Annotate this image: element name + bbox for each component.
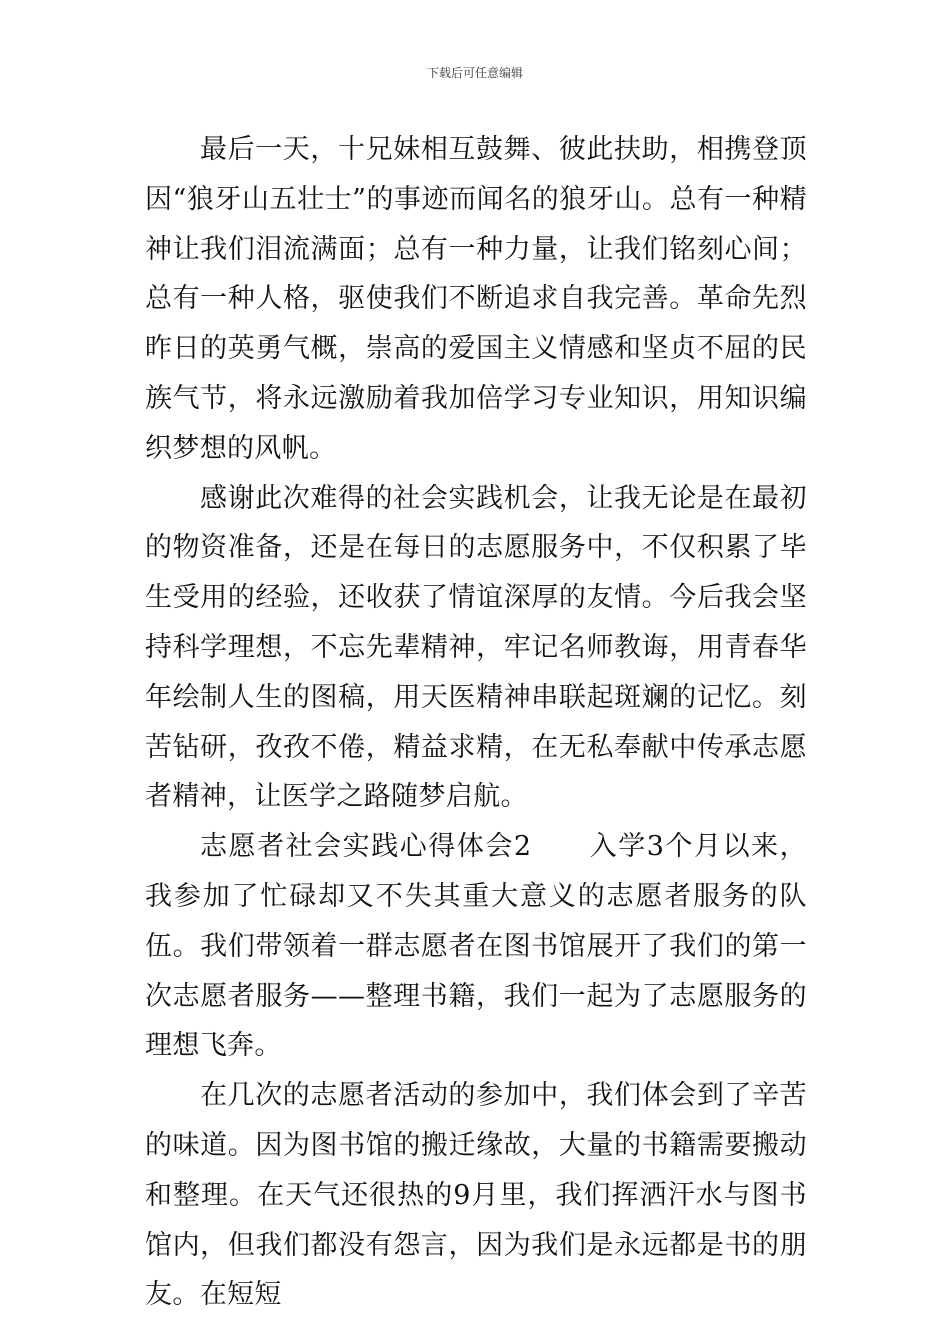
paragraph-langya-mountain: 最后一天，十兄妹相互鼓舞、彼此扶助，相携登顶因“狼牙山五壮士”的事迹而闻名的狼牙山。总有一种精神让我们泪流满面；总有一种力量，让我们铭刻心间；总有一种人格，驱使我们不断追求自我完善。革命先烈昨日的英勇气概，崇高的爱国主义情感和坚贞不屈的民族气节，将永远激励着我加倍学习专业知识，用知识编织梦想的风帆。	[145, 134, 807, 464]
paragraph-gratitude: 感谢此次难得的社会实践机会，让我无论是在最初的物资准备，还是在每日的志愿服务中，不仅积累了毕生受用的经验，还收获了情谊深厚的友情。今后我会坚持科学理想，不忘先辈精神，牢记名师教诲，用青春华年绘制人生的图稿，用天医精神串联起斑斓的记忆。刻苦钻研，孜孜不倦，精益求精，在无私奉献中传承志愿者精神，让医学之路随梦启航。	[145, 482, 807, 813]
page-header: 下载后可任意编辑	[426, 66, 523, 80]
document-body	[145, 125, 807, 1320]
paragraph-library-work: 在几次的志愿者活动的参加中，我们体会到了辛苦的味道。因为图书馆的搬迁缘故，大量的书籍需要搬动和整理。在天气还很热的9月里，我们挥洒汗水与图书馆内，但我们都没有怨言，因为我们是永远都是书的朋友。在短短	[145, 1080, 807, 1311]
paragraph-essay-2-intro: 志愿者社会实践心得体会2 入学3个月以来，我参加了忙碌却又不失其重大意义的志愿者服务的队伍。我们带领着一群志愿者在图书馆展开了我们的第一次志愿者服务——整理书籍，我们一起为了志愿服务的理想飞奔。	[145, 831, 807, 1062]
